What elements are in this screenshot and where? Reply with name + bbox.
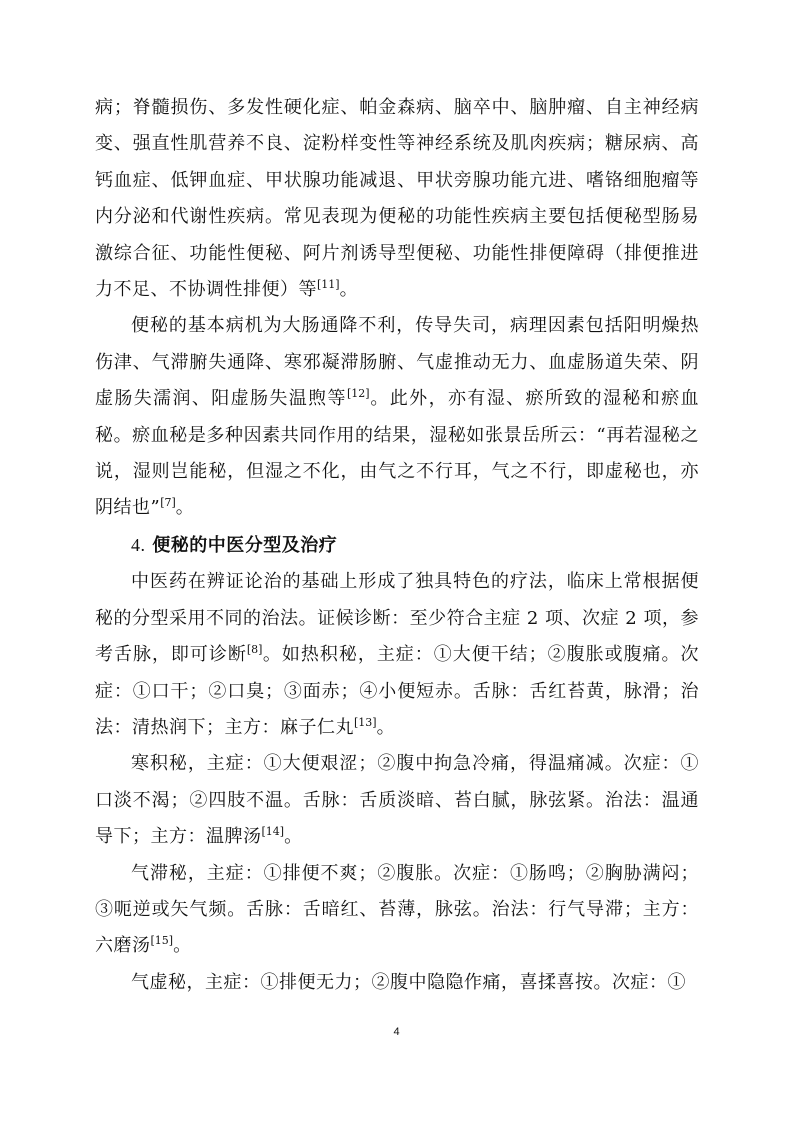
paragraph-text: 。如热积秘，主症：①大便干结；②腹胀或腹痛。次症：①口干；②口臭；③面赤；④小便短赤。舌脉：舌红苔黄，脉滑；治法：清热润下；主方：麻子仁丸: [95, 644, 700, 738]
section-heading: [95, 527, 699, 564]
paragraph: [95, 965, 699, 1001]
paragraph: [95, 564, 699, 746]
page-number: 4: [393, 1026, 400, 1038]
paragraph-text: 病；脊髓损伤、多发性硬化症、帕金森病、脑卒中、脑肿瘤、自主神经病变、强直性肌营养不良、淀粉样变性等神经系统及肌肉疾病；糖尿病、高钙血症、低钾血症、甲状腺功能减退、甲状旁腺功能亢进、嗜铬细胞瘤等内分泌和代谢性疾病。常见表现为便秘的功能性疾病主要包括便秘型肠易激综合征、功能性便秘、阿片剂诱导型便秘、功能性排便障碍（排便推进力不足、不协调性排便）等: [95, 97, 699, 301]
paragraph-text: 气滞秘，主症：①排便不爽；②腹胀。次症：①肠鸣；②胸胁满闷；③呃逆或矢气频。舌脉：舌暗红、苔薄，脉弦。治法：行气导滞；主方：六磨汤: [95, 862, 699, 957]
paragraph-text: 。: [339, 279, 359, 301]
paragraph: [95, 856, 699, 965]
paragraph-text: 便秘的基本病机为大肠通降不利，传导失司，病理因素包括阳明燥热伤津、气滞腑失通降、寒邪凝滞肠腑、气虚推动无力、血虚肠道失荣、阴虚肠失濡润、阳虚肠失温煦等: [95, 315, 699, 410]
paragraph: [95, 90, 699, 308]
citation-ref: [13]: [354, 715, 377, 729]
paragraph-text: 。: [175, 497, 195, 519]
citation-ref: [14]: [261, 825, 285, 839]
paragraph-text: 寒积秘，主症：①大便艰涩；②腹中拘急冷痛，得温痛减。次症：①口淡不渴；②四肢不温。舌脉：舌质淡暗、苔白腻，脉弦紧。治法：温通导下；主方：温脾汤: [95, 753, 699, 848]
paragraph: [95, 746, 699, 855]
paragraph: [95, 308, 699, 526]
citation-ref: [11]: [317, 278, 340, 292]
citation-ref: [7]: [160, 496, 176, 510]
paragraph-text: 气虚秘，主症：①排便无力；②腹中隐隐作痛，喜揉喜按。次症：①: [131, 971, 686, 993]
citation-ref: [15]: [150, 934, 174, 948]
section-number: 4.: [131, 534, 146, 555]
citation-ref: [8]: [246, 643, 263, 657]
body-text: [95, 90, 699, 1001]
paragraph-text: 。: [284, 826, 303, 848]
paragraph-text: 。: [376, 716, 396, 738]
paragraph-text: 中医药在辨证论治的基础上形成了独具特色的疗法，临床上常根据便秘的分型采用不同的治法。证候诊断：至少符合主症 2 项、次症 2 项，参考舌脉，即可诊断: [95, 571, 699, 666]
citation-ref: [12]: [346, 387, 370, 401]
paragraph-text: 。: [173, 935, 192, 957]
section-title: 便秘的中医分型及治疗: [152, 534, 338, 556]
paragraph-text: 。此外，亦有湿、瘀所致的湿秘和瘀血秘。瘀血秘是多种因素共同作用的结果，湿秘如张景岳所云：“再若湿秘之说，湿则岂能秘，但湿之不化，由气之不行耳，气之不行，即虚秘也，亦阴结也”: [95, 388, 700, 519]
